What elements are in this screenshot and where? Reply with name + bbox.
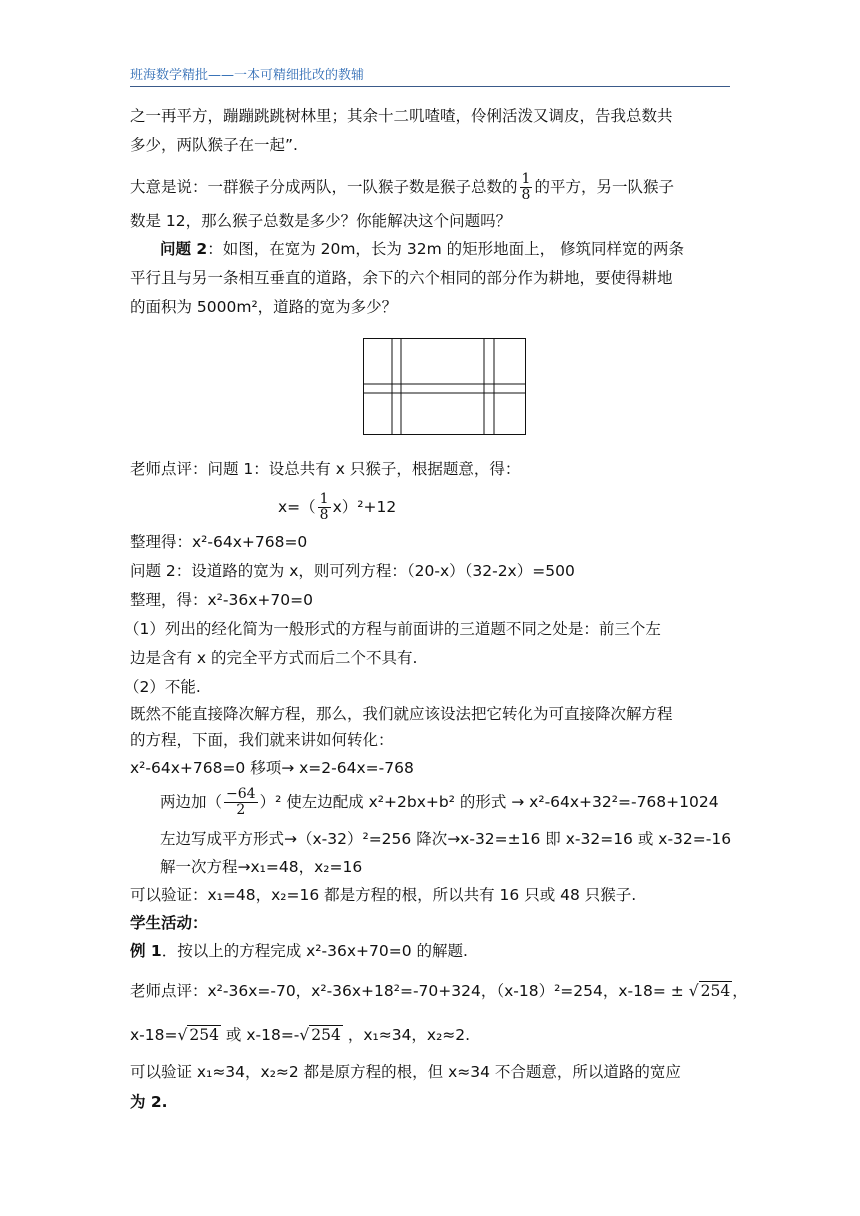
text-line <box>160 787 719 818</box>
square-root <box>177 1024 220 1046</box>
radicand: 254 <box>311 1026 341 1044</box>
fraction <box>318 492 331 523</box>
text-line <box>278 492 396 523</box>
text-line <box>160 238 684 260</box>
denominator: 8 <box>319 507 329 523</box>
text-segment: 的平方，另一队猴子 <box>534 178 674 196</box>
text-line: 既然不能直接降次解方程，那么，我们就应该设法把它转化为可直接降次解方程 <box>130 705 673 723</box>
text-segment: 大意是说：一群猴子分成两队，一队猴子数是猴子总数的 <box>130 178 518 196</box>
text-line: 整理，得：x²-36x+70=0 <box>130 591 313 609</box>
text-line: 左边写成平方形式→（x-32）²=256 降次→x-32=±16 即 x-32=16 或 x-32=-16 <box>160 830 732 848</box>
text-segment: x）²+12 <box>332 498 397 516</box>
field-rect <box>364 339 526 435</box>
text-line <box>130 1024 470 1046</box>
numerator: −64 <box>226 786 256 802</box>
text-line: 的面积为 5000m²，道路的宽为多少？ <box>130 298 398 316</box>
radical-sign: √ <box>688 982 699 1000</box>
text-segment: 两边加（ <box>160 793 223 811</box>
square-root <box>299 1024 342 1046</box>
section-heading: 学生活动： <box>130 914 208 932</box>
text-line: 之一再平方，蹦蹦跳跳树林里；其余十二叽喳喳，伶俐活泼又调皮，告我总数共 <box>130 107 673 125</box>
problem-label: 问题 2 <box>160 240 208 258</box>
text-line: （1）列出的经化简为一般形式的方程与前面讲的三道题不同之处是：前三个左 <box>124 620 661 638</box>
text-line: 的方程，下面，我们就来讲如何转化： <box>130 731 394 749</box>
text-line: x²-64x+768=0 移项→ x=2-64x=-768 <box>130 759 414 777</box>
header-title: 班海数学精批——一本可精细批改的教辅 <box>130 68 365 83</box>
text-segment: 老师点评：x²-36x=-70，x²-36x+18²=-70+324，（x-18）²=254，x-18= ± <box>130 982 684 1000</box>
radical-sign: √ <box>177 1026 188 1044</box>
text-segment: ：如图，在宽为 20m，长为 32m 的矩形地面上， 修筑同样宽的两条 <box>207 240 685 258</box>
text-line: 整理得：x²-64x+768=0 <box>130 533 308 551</box>
text-line: 边是含有 x 的完全平方式而后二个不具有. <box>130 649 418 667</box>
text-line: 可以验证 x₁≈34，x₂≈2 都是原方程的根，但 x≈34 不合题意，所以道路的宽应 <box>130 1063 681 1081</box>
text-line: 问题 2：设道路的宽为 x，则可列方程：（20-x）（32-2x）=500 <box>130 562 575 580</box>
text-segment: x=（ <box>278 498 316 516</box>
text-segment: ）² 使左边配成 x²+2bx+b² 的形式 → x²-64x+32²=-768+1024 <box>259 793 719 811</box>
denominator: 8 <box>521 187 531 203</box>
radicand: 254 <box>700 982 731 1000</box>
radical-sign: √ <box>299 1026 310 1044</box>
fraction <box>224 787 258 818</box>
example-label: 例 1 <box>130 942 162 960</box>
text-line: 解一次方程→x₁=48，x₂=16 <box>160 858 363 876</box>
text-line: 老师点评：问题 1：设总共有 x 只猴子，根据题意，得： <box>130 460 521 478</box>
fraction <box>520 172 533 203</box>
text-segment: x-18= <box>130 1026 178 1044</box>
text-line: （2）不能. <box>124 678 201 696</box>
text-line <box>130 940 468 962</box>
text-segment: ，x₁≈34，x₂≈2. <box>347 1026 471 1044</box>
square-root <box>689 980 732 1002</box>
text-line: 可以验证：x₁=48，x₂=16 都是方程的根，所以共有 16 只或 48 只猴子. <box>130 886 637 904</box>
text-line: 多少，两队猴子在一起”. <box>130 136 298 154</box>
road-diagram <box>363 338 526 435</box>
text-line: 数是 12，那么猴子总数是多少？你能解决这个问题吗？ <box>130 212 512 230</box>
page-header <box>130 62 730 87</box>
numerator: 1 <box>319 491 329 507</box>
text-line: 为 2. <box>130 1093 168 1111</box>
text-line: 老师点评：x²-36x=-70，x²-36x+18²=-70+324，（x-18）²=254，x-18= ± √ 254 ， <box>130 982 748 1000</box>
text-segment: 或 x-18=- <box>225 1026 300 1044</box>
text-segment: ．按以上的方程完成 x²-36x+70=0 的解题. <box>161 942 468 960</box>
denominator: 2 <box>236 802 246 818</box>
radicand: 254 <box>189 1026 219 1044</box>
text-line: 平行且与另一条相互垂直的道路，余下的六个相同的部分作为耕地，要使得耕地 <box>130 269 673 287</box>
numerator: 1 <box>521 171 531 187</box>
text-line <box>130 172 674 203</box>
